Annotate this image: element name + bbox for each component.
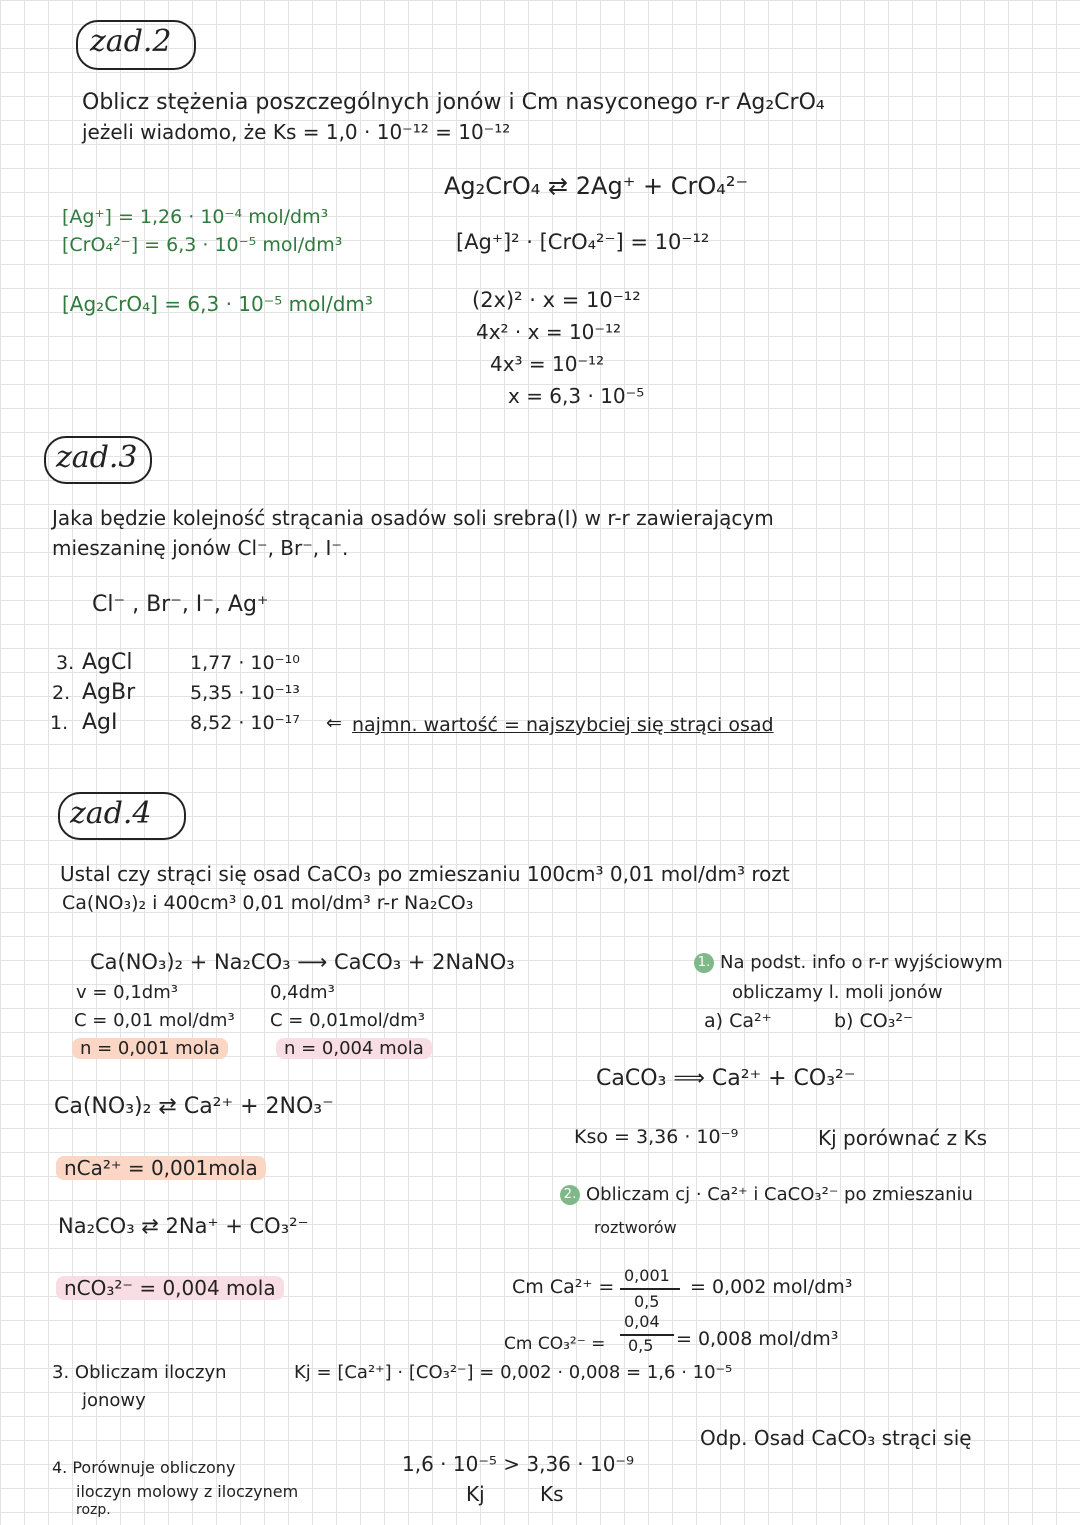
zad4-cm-co3-denominator: 0,5 [628,1336,654,1355]
zad4-right-moles-wrap [276,1038,432,1060]
zad2-step3: 4x³ = 10⁻¹² [490,352,605,376]
zad4-cm-ca-denominator: 0,5 [634,1292,660,1311]
zad4-step1-a: a) Ca²⁺ [704,1010,772,1032]
zad2-header: zad.2 [90,24,172,59]
zad4-dissociation-ca: Ca(NO₃)₂ ⇄ Ca²⁺ + 2NO₃⁻ [54,1094,334,1119]
zad4-step1-line1: Na podst. info o r-r wyjściowym [720,952,1003,973]
zad4-n-co3-wrap [56,1276,284,1300]
zad4-left-volume: v = 0,1dm³ [76,982,178,1003]
zad3-note: najmn. wartość = najszybciej się strąci osad [352,714,774,736]
zad2-cro4-conc: [CrO₄²⁻] = 6,3 · 10⁻⁵ mol/dm³ [62,234,343,256]
zad3-row-ks: 8,52 · 10⁻¹⁷ [190,712,300,734]
zad4-problem-line2: Ca(NO₃)₂ i 400cm³ 0,01 mol/dm³ r-r Na₂CO₃ [62,892,474,914]
zad4-left-moles-wrap [72,1038,228,1060]
zad2-problem-line2: jeżeli wiadomo, że Ks = 1,0 · 10⁻¹² = 10⁻¹² [82,120,511,144]
zad2-equation: Ag₂CrO₄ ⇄ 2Ag⁺ + CrO₄²⁻ [444,172,749,200]
zad3-row-order: 2. [52,682,71,704]
zad4-cm-ca-result: = 0,002 mol/dm³ [690,1276,853,1298]
zad4-step1-b: b) CO₃²⁻ [834,1010,913,1032]
zad3-row-ks: 1,77 · 10⁻¹⁰ [190,652,300,674]
zad3-problem-line1: Jaka będzie kolejność strącania osadów soli srebra(I) w r-r zawierającym [52,506,774,530]
zad4-n-ca: nCa²⁺ = 0,001mola [56,1156,266,1180]
zad4-step3-line1: 3. Obliczam iloczyn [52,1362,227,1383]
zad4-cm-co3-numerator: 0,04 [624,1312,660,1331]
zad4-step3-line2: jonowy [82,1390,146,1411]
zad4-answer: Odp. Osad CaCO₃ strąci się [700,1426,972,1450]
zad4-kj-label: Kj [466,1482,485,1506]
zad3-row-ks: 5,35 · 10⁻¹³ [190,682,300,704]
zad4-kj-formula: Kj = [Ca²⁺] · [CO₃²⁻] = 0,002 · 0,008 = 1,6 · 10⁻⁵ [294,1362,733,1383]
zad4-cm-ca-fraction-bar [620,1288,680,1290]
zad4-dissociation-na: Na₂CO₃ ⇄ 2Na⁺ + CO₃²⁻ [58,1214,309,1238]
zad2-problem-line1: Oblicz stężenia poszczególnych jonów i Cm nasyconego r-r Ag₂CrO₄ [82,90,825,115]
zad4-ks-label: Ks [540,1482,564,1506]
zad2-step4: x = 6,3 · 10⁻⁵ [508,384,645,408]
zad2-ks-expression: [Ag⁺]² · [CrO₄²⁻] = 10⁻¹² [456,230,710,254]
zad3-header: zad.3 [56,440,138,475]
zad3-row-order: 3. [56,652,75,674]
zad3-row-order: 1. [50,712,69,734]
zad3-ions: Cl⁻ , Br⁻, I⁻, Ag⁺ [92,592,269,617]
zad4-cm-ca-label: Cm Ca²⁺ = [512,1276,615,1298]
zad4-kso: Kso = 3,36 · 10⁻⁹ [574,1126,739,1148]
zad4-reaction: Ca(NO₃)₂ + Na₂CO₃ ⟶ CaCO₃ + 2NaNO₃ [90,950,515,974]
zad4-header: zad.4 [70,796,152,831]
zad3-problem-line2: mieszaninę jonów Cl⁻, Br⁻, I⁻. [52,536,349,560]
zad3-note-arrow: ⇐ [326,712,342,734]
zad4-cm-co3-result: = 0,008 mol/dm³ [676,1328,839,1350]
zad4-step4-line2: iloczyn molowy z iloczynem [76,1482,299,1501]
zad4-step2-line2: roztworów [594,1218,677,1237]
zad2-ag-conc: [Ag⁺] = 1,26 · 10⁻⁴ mol/dm³ [62,206,329,228]
zad4-step2-line1: Obliczam cj · Ca²⁺ i CaCO₃²⁻ po zmieszaniu [586,1184,973,1205]
zad4-step2-number: 2. [560,1185,580,1205]
zad4-cm-ca-numerator: 0,001 [624,1266,670,1285]
zad4-comparison: 1,6 · 10⁻⁵ > 3,36 · 10⁻⁹ [402,1452,635,1476]
zad4-n-co3: nCO₃²⁻ = 0,004 mola [56,1276,284,1300]
zad4-left-moles: n = 0,001 mola [72,1038,228,1059]
zad4-caco3-equilibrium: CaCO₃ ⟹ Ca²⁺ + CO₃²⁻ [596,1066,856,1091]
zad4-step2-line1-wrap [560,1184,973,1206]
zad4-step1-line2: obliczamy l. moli jonów [732,982,943,1003]
zad4-step1-line1-wrap [694,952,1003,974]
zad4-right-volume: 0,4dm³ [270,982,335,1003]
zad4-step4-line1: 4. Porównuje obliczony [52,1458,236,1477]
zad4-right-moles: n = 0,004 mola [276,1038,432,1059]
zad4-kj-compare: Kj porównać z Ks [818,1126,988,1150]
zad4-step1-number: 1. [694,953,714,973]
zad4-problem-line1: Ustal czy strąci się osad CaCO₃ po zmieszaniu 100cm³ 0,01 mol/dm³ rozt [60,862,790,886]
zad4-left-concentration: C = 0,01 mol/dm³ [74,1010,235,1031]
zad2-step2: 4x² · x = 10⁻¹² [476,320,621,344]
zad3-row-salt: AgCl [82,650,133,675]
zad3-row-salt: AgBr [82,680,136,705]
zad2-ag2cro4-conc: [Ag₂CrO₄] = 6,3 · 10⁻⁵ mol/dm³ [62,292,373,316]
zad4-step4-line3: rozp. [76,1502,111,1518]
zad4-cm-co3-label: Cm CO₃²⁻ = [504,1334,606,1354]
zad3-row-salt: AgI [82,710,118,735]
zad2-step1: (2x)² · x = 10⁻¹² [472,288,641,312]
zad4-right-concentration: C = 0,01mol/dm³ [270,1010,425,1031]
zad4-n-ca-wrap [56,1156,266,1180]
